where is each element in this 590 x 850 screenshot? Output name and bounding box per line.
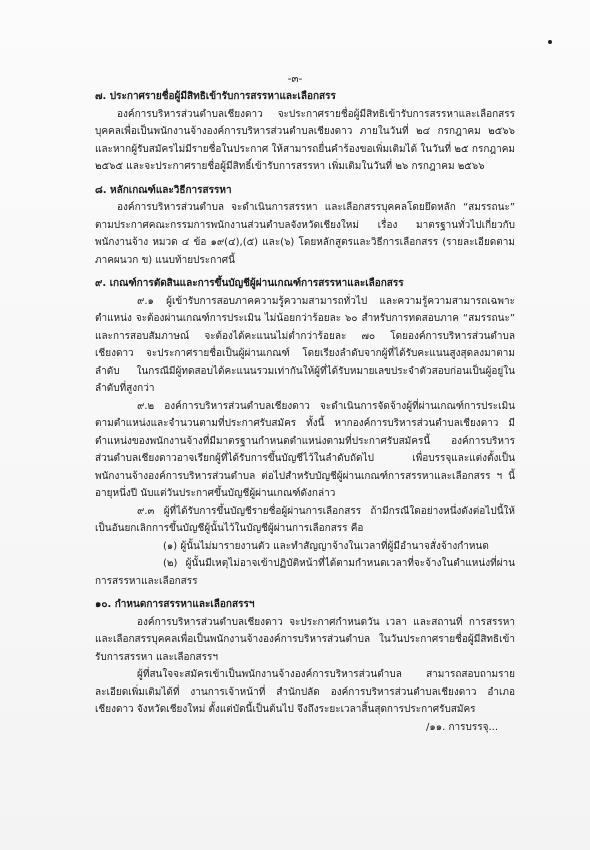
paragraph: (๑) ผู้นั้นไม่มารายงานตัว และทำสัญญาจ้างในเวลาที่ผู้มีอำนาจสั่งจ้างกำหนด — [163, 540, 489, 552]
paragraph: ผู้ที่สนใจจะสมัครเข้าเป็นพนักงานจ้างองค์การบริหารส่วนตำบล สามารถสอบถามรายละเอียดเพิ่มเติมได้ที่ งานการเจ้าหน้าที่ สำนักปลัด องค์การบริหารส่วนตำบลเชียงดาว อำเภอเชียงดาว จังหวัดเชียงใหม่ ตั้งแต่บัดนี้เป็นต้นไป จึงถึงระยะเวลาสิ้นสุดการประกาศรับสมัคร — [95, 669, 515, 715]
paragraph: ๙.๓ ผู้ที่ได้รับการขึ้นบัญชีรายชื่อผู้ผ่านการเลือกสรร ถ้ามีกรณีใดอย่างหนึ่งดังต่อไปนี้ให้เป็นอันยกเลิกการขึ้นบัญชีผู้นั้นไว้ในบัญชีผู้ผ่านการเลือกสรร คือ — [95, 505, 515, 534]
section-heading: ๘. หลักเกณฑ์และวิธีการสรรหา — [95, 184, 232, 196]
paragraph: องค์การบริหารส่วนตำบลเชียงดาว จะประกาศรายชื่อผู้มีสิทธิเข้ารับการสรรหาและเลือกสรรบุคคลเพื่อเป็นพนักงานจ้างองค์การบริหารส่วนตำบลเชียงดาว ภายในวันที่ ๒๔ กรกฎาคม ๒๕๖๖ และหากผู้รับสมัครไม่มีรายชื่อในประกาศ ให้สามารถยื่นคำร้องขอเพิ่มเติมได้ ในวันที่ ๒๕ กรกฎาคม ๒๕๖๕ และจะประกาศรายชื่อผู้มีสิทธิ์เข้ารับการสรรหา เพิ่มเติมในวันที่ ๒๖ กรกฎาคม ๒๕๖๖ — [95, 108, 515, 172]
paragraph: ๙.๒ องค์การบริหารส่วนตำบลเชียงดาว จะดำเนินการจัดจ้างผู้ที่ผ่านเกณฑ์การประเมินตามตำแหน่งและจำนวนตามที่ประกาศรับสมัคร ทั้งนี้ หากองค์การบริหารส่วนตำบลเชียงดาว มีตำแหน่งของพนักงานจ้างที่มีมาตรฐานกำหนดตำแหน่งตามที่ประกาศรับสมัครนี้ องค์การบริหารส่วนตำบลเชียงดาวอาจเรียกผู้ที่ได้รับการขึ้นบัญชีไว้ในลำดับถัดไป เพื่อบรรจุและแต่งตั้งเป็นพนักงานจ้างองค์การบริหารส่วนตำบล ต่อไปสำหรับบัญชีผู้ผ่านเกณฑ์การสรรหาและเลือกสรร ฯ นี้อายุหนึ่งปี นับแต่วันประกาศขึ้นบัญชีผู้ผ่านเกณฑ์ดังกล่าว — [95, 400, 515, 499]
section-heading: ๙. เกณฑ์การตัดสินและการขึ้นบัญชีผู้ผ่านเกณฑ์การสรรหาและเลือกสรร — [95, 278, 404, 289]
document-body — [95, 88, 515, 719]
section-heading: ๗. ประกาศรายชื่อผู้มีสิทธิเข้ารับการสรรหาและเลือกสรร — [95, 91, 336, 102]
paragraph: ๙.๑ ผู้เข้ารับการสอบภาคความรู้ความสามารถทั่วไป และความรู้ความสามารถเฉพาะตำแหน่ง จะต้องผ่านเกณฑ์การประเมิน ไม่น้อยกว่าร้อยละ ๖๐ สำหรับการทดสอบภาค “สมรรถนะ” และการสอบสัมภาษณ์ จะต้องได้คะแนนไม่ต่ำกว่าร้อยละ ๗๐ โดยองค์การบริหารส่วนตำบลเชียงดาว จะประกาศรายชื่อเป็นผู้ผ่านเกณฑ์ โดยเรียงลำดับจากผู้ที่ได้รับคะแนนสูงสุดลงมาตามลำดับ ในกรณีมีผู้ทดสอบได้คะแนนรวมเท่ากันให้ผู้ที่ได้รับหมายเลขประจำตัวสอบก่อนเป็นผู้อยู่ในลำดับที่สูงกว่า — [95, 295, 515, 394]
section-heading: ๑๐. กำหนดการสรรหาและเลือกสรรฯ — [95, 599, 255, 610]
paragraph: องค์การบริหารส่วนตำบล จะดำเนินการสรรหา และเลือกสรรบุคคลโดยยึดหลัก “สมรรถนะ” ตามประกาศคณะกรรมการพนักงานส่วนตำบลจังหวัดเชียงใหม่ เรื่อง มาตรฐานทั่วไปเกี่ยวกับพนักงานจ้าง หมวด ๔ ข้อ ๑๙(๔),(๕) และ(๖) โดยหลักสูตรและวิธีการเลือกสรร (รายละเอียดตาม ภาคผนวก ข) แนบท้ายประกาศนี้ — [95, 202, 515, 266]
continuation-footer: /๑๑. การบรรจุ... — [426, 722, 498, 733]
paragraph: องค์การบริหารส่วนตำบลเชียงดาว จะประกาศกำหนดวัน เวลา และสถานที่ การสรรหาและเลือกสรรบุคคลเพื่อเป็นพนักงานจ้างองค์การบริหารส่วนตำบล ในวันประกาศรายชื่อผู้มีสิทธิเข้ารับการสรรหา และเลือกสรรฯ — [95, 616, 515, 663]
page-number: -๓- — [287, 73, 303, 85]
paragraph: (๒) ผู้นั้นมีเหตุไม่อาจเข้าปฏิบัติหน้าที่ได้ตามกำหนดเวลาที่จะจ้างในตำแหน่งที่ผ่านการสรรหาและเลือกสรร — [95, 558, 515, 587]
speck-mark — [548, 40, 552, 44]
